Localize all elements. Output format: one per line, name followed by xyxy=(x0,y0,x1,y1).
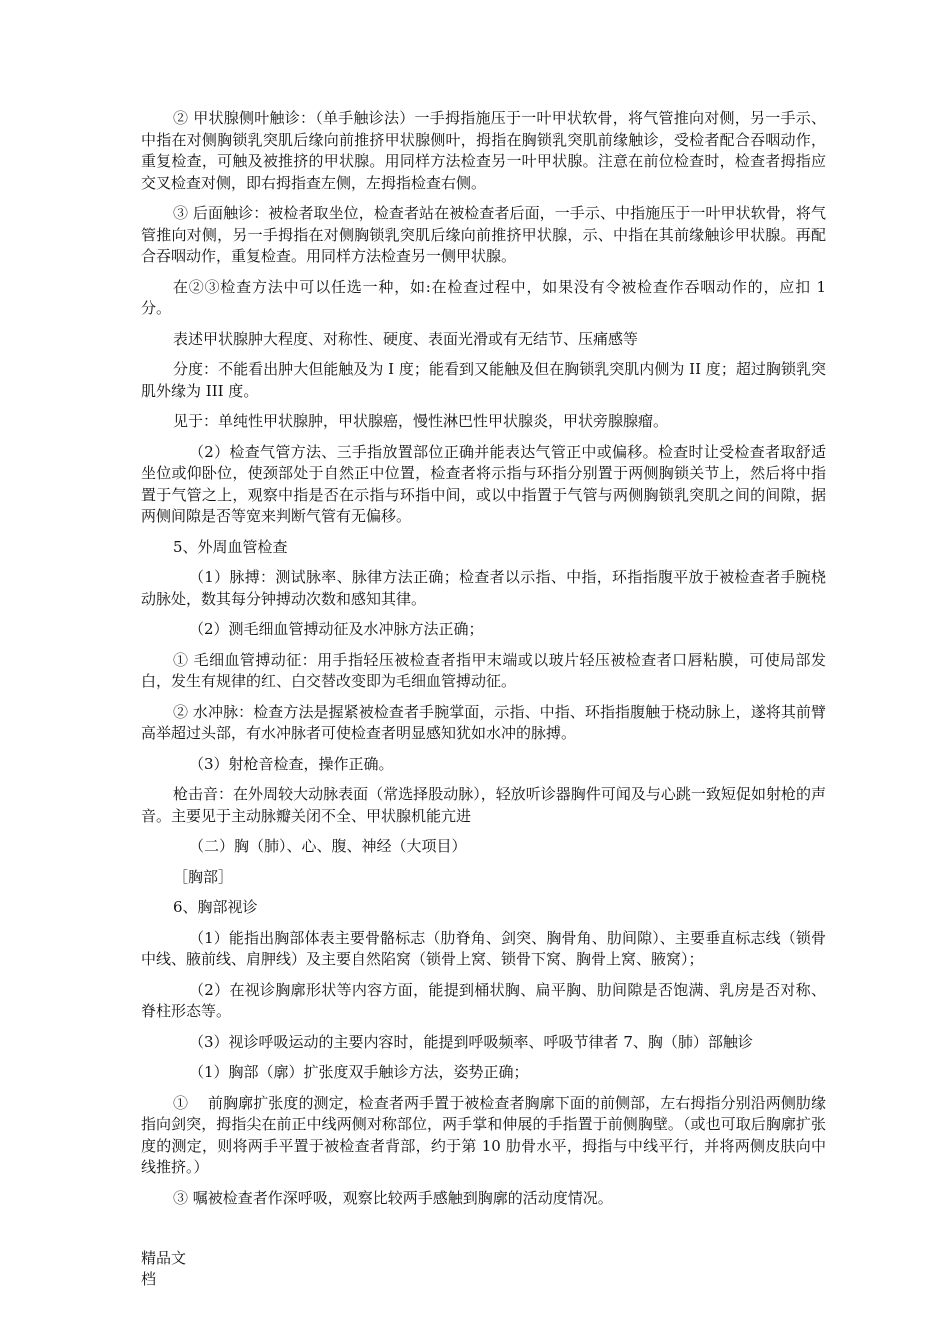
document-body xyxy=(141,108,826,1218)
paragraph-method-choice: 在②③检查方法中可以任选一种，如:在检查过程中，如果没有令被检查作吞咽动作的，应扣 1 分。 xyxy=(141,277,826,317)
paragraph-deep-breath: ③ 嘱被检查者作深呼吸，观察比较两手感触到胸廓的活动度情况。 xyxy=(173,1188,613,1207)
paragraph-anterior-expansion: ① 前胸廓扩张度的测定，检查者两手置于被检查者胸廓下面的前侧部，左右拇指分别沿两侧肋缘指向剑突，拇指尖在前正中线两侧对称部位，两手掌和伸展的手指置于前侧胸壁。（或也可取后胸廓扩张度的测定，则将两手平置于被检查者背部，约于第 10 肋骨水平，拇指与中线平行，并将两侧皮肤向中线推挤。） xyxy=(141,1093,826,1176)
paragraph-grading: 分度：不能看出肿大但能触及为 I 度；能看到又能触及但在胸锁乳突肌内侧为 II 度；超过胸锁乳突肌外缘为 III 度。 xyxy=(141,360,826,400)
paragraph-thyroid-lateral-palpation: ② 甲状腺侧叶触诊：（单手触诊法）一手拇指施压于一叶甲状软骨，将气管推向对侧，另一手示、中指在对侧胸锁乳突肌后缘向前推挤甲状腺侧叶，拇指在胸锁乳突肌前缘触诊，受检者配合吞咽动作，重复检查，可触及被推挤的甲状腺。用同样方法检查另一叶甲状腺。注意在前位检查时，检查者拇指应交叉检查对侧，即右拇指查左侧，左拇指检查右侧。 xyxy=(141,109,826,192)
paragraph-respiratory-movement: （3）视诊呼吸运动的主要内容时，能提到呼吸频率、呼吸节律者 7、胸（肺）部触诊 xyxy=(189,1032,753,1051)
paragraph-thorax-shape: （2）在视诊胸廓形状等内容方面，能提到桶状胸、扁平胸、肋间隙是否饱满、乳房是否对称、脊柱形态等。 xyxy=(141,980,826,1020)
paragraph-trachea-check: （2）检查气管方法、三手指放置部位正确并能表达气管正中或偏移。检查时让受检查者取舒适坐位或仰卧位，使颈部处于自然正中位置，检查者将示指与环指分别置于两侧胸锁关节上，然后将中指置于气管之上，观察中指是否在示指与环指中间，或以中指置于气管与两侧胸锁乳突肌之间的间隙，据两侧间隙是否等宽来判断气管有无偏移。 xyxy=(141,442,826,525)
section-heading-chest-inspection: 6、胸部视诊 xyxy=(173,898,258,916)
paragraph-chest-expansion: （1）胸部（廓）扩张度双手触诊方法，姿势正确； xyxy=(189,1063,529,1081)
paragraph-capillary-water-hammer: （2）测毛细血管搏动征及水冲脉方法正确； xyxy=(189,620,484,638)
footer-line-2: 档 xyxy=(141,1270,157,1288)
paragraph-pistol-shot-sound: 枪击音：在外周较大动脉表面（常选择股动脉），轻放听诊器胸件可闻及与心跳一致短促如射枪的声音。主要见于主动脉瓣关闭不全、甲状腺机能亢进 xyxy=(141,785,826,825)
paragraph-seen-in: 见于：单纯性甲状腺肿，甲状腺癌，慢性淋巴性甲状腺炎，甲状旁腺腺瘤。 xyxy=(173,412,669,430)
section-heading-chest: ［胸部］ xyxy=(173,867,234,886)
section-heading-major-items: （二）胸（肺）、心、腹、神经（大项目） xyxy=(189,837,467,855)
paragraph-pistol-shot-check: （3）射枪音检查，操作正确。 xyxy=(189,754,394,773)
paragraph-water-hammer-pulse: ② 水冲脉：检查方法是握紧被检查者手腕掌面，示指、中指、环指指腹触于桡动脉上，遂将其前臂高举超过头部，有水冲脉者可使检查者明显感知犹如水冲的脉搏。 xyxy=(141,702,826,742)
section-heading-peripheral-vessels: 5、外周血管检查 xyxy=(173,537,288,556)
paragraph-pulse: （1）脉搏：测试脉率、脉律方法正确；检查者以示指、中指，环指指腹平放于被检查者手腕桡动脉处，数其每分钟搏动次数和感知其律。 xyxy=(141,568,826,608)
paragraph-chest-landmarks: （1）能指出胸部体表主要骨骼标志（肋脊角、剑突、胸骨角、肋间隙）、主要垂直标志线（锁骨中线、腋前线、肩胛线）及主要自然陷窝（锁骨上窝、锁骨下窝、胸骨上窝、腋窝）； xyxy=(141,928,826,968)
paragraph-thyroid-description: 表述甲状腺肿大程度、对称性、硬度、表面光滑或有无结节、压痛感等 xyxy=(173,329,639,348)
footer-line-1: 精品文 xyxy=(141,1249,187,1267)
paragraph-posterior-palpation: ③ 后面触诊：被检者取坐位，检查者站在被检查者后面，一手示、中指施压于一叶甲状软骨，将气管推向对侧，另一手拇指在对侧胸锁乳突肌后缘向前推挤甲状腺，示、中指在其前缘触诊甲状腺。再配合吞咽动作，重复检查。用同样方法检查另一侧甲状腺。 xyxy=(141,204,826,265)
paragraph-capillary-pulsation: ① 毛细血管搏动征：用手指轻压被检查者指甲末端或以玻片轻压被检查者口唇粘膜，可使局部发白，发生有规律的红、白交替改变即为毛细血管搏动征。 xyxy=(141,650,826,690)
footer-watermark xyxy=(141,1248,211,1290)
